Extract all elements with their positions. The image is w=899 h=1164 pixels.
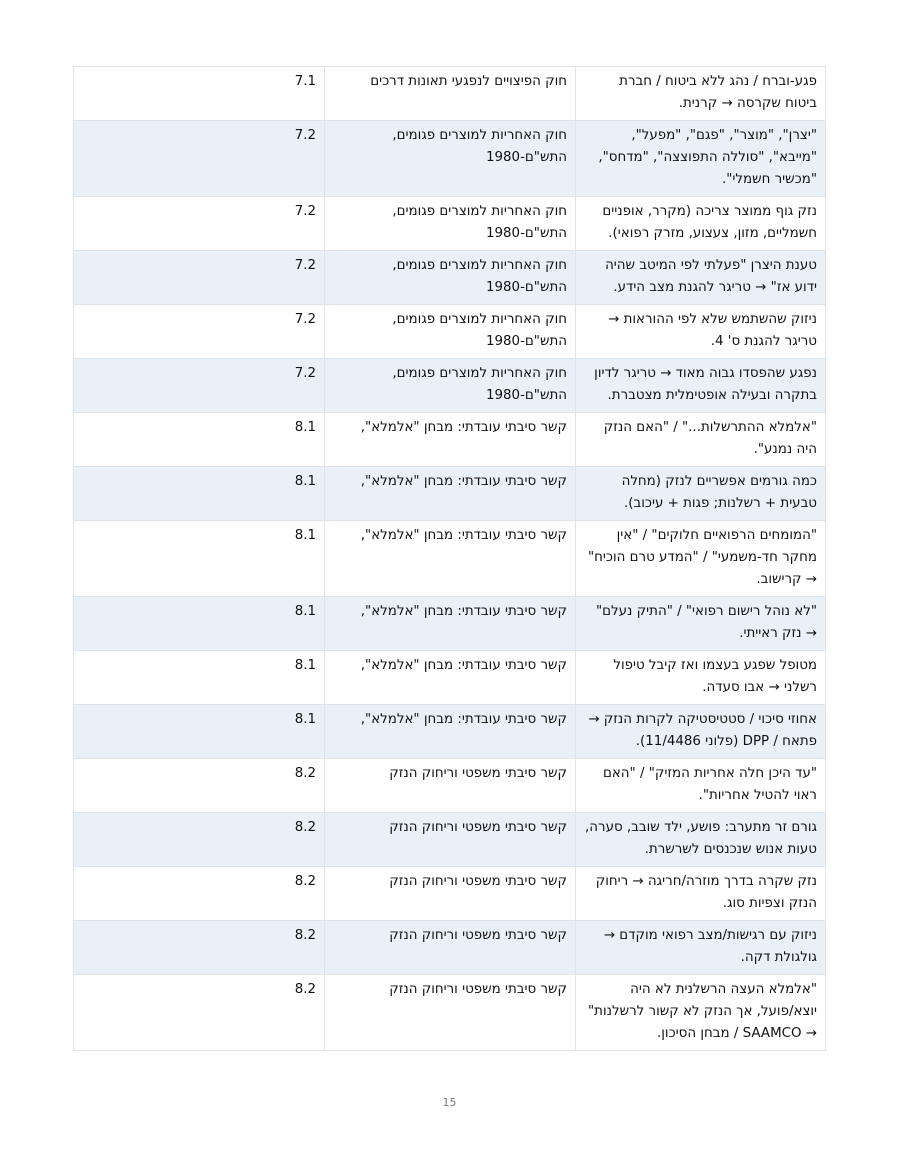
table-row [74, 521, 826, 597]
topic-cell: קשר סיבתי משפטי וריחוק הנזק [325, 975, 576, 1051]
trigger-cell: מטופל שפגע בעצמו ואז קיבל טיפול רשלני → אבו סעדה. [576, 651, 826, 705]
topic-cell: קשר סיבתי עובדתי: מבחן "אלמלא", [325, 413, 576, 467]
trigger-cell: נזק שקרה בדרך מוזרה/חריגה → ריחוק הנזק וצפיות סוג. [576, 867, 826, 921]
topic-cell: קשר סיבתי עובדתי: מבחן "אלמלא", [325, 651, 576, 705]
table-row [74, 197, 826, 251]
topic-cell: קשר סיבתי עובדתי: מבחן "אלמלא", [325, 705, 576, 759]
topic-cell: חוק האחריות למוצרים פגומים, התש"ם-1980 [325, 305, 576, 359]
table-row [74, 867, 826, 921]
section-cell: 8.1 [74, 705, 325, 759]
trigger-cell: "יצרן", "מוצר", "פגם", "מפעל", "מייבא", "סוללה התפוצצה", "מדחס", "מכשיר חשמלי". [576, 121, 826, 197]
topic-cell: חוק האחריות למוצרים פגומים, התש"ם-1980 [325, 251, 576, 305]
trigger-cell: כמה גורמים אפשריים לנזק (מחלה טבעית + רשלנות; פגות + עיכוב). [576, 467, 826, 521]
trigger-cell: אחוזי סיכוי / סטטיסטיקה לקרות הנזק → פתאח / DPP (פלוני 11/4486). [576, 705, 826, 759]
section-cell: 8.1 [74, 467, 325, 521]
trigger-cell: נזק גוף ממוצר צריכה (מקרר, אופניים חשמליים, מזון, צעצוע, מזרק רפואי). [576, 197, 826, 251]
table-row [74, 67, 826, 121]
table-row [74, 251, 826, 305]
topic-cell: חוק האחריות למוצרים פגומים, התש"ם-1980 [325, 197, 576, 251]
topic-cell: קשר סיבתי עובדתי: מבחן "אלמלא", [325, 597, 576, 651]
section-cell: 7.1 [74, 67, 325, 121]
section-cell: 7.2 [74, 305, 325, 359]
section-cell: 7.2 [74, 359, 325, 413]
trigger-cell: "לא נוהל רישום רפואי" / "התיק נעלם" → נזק ראייתי. [576, 597, 826, 651]
trigger-cell: "אלמלא ההתרשלות..." / "האם הנזק היה נמנע". [576, 413, 826, 467]
section-cell: 8.2 [74, 813, 325, 867]
topic-cell: קשר סיבתי עובדתי: מבחן "אלמלא", [325, 467, 576, 521]
topic-cell: קשר סיבתי עובדתי: מבחן "אלמלא", [325, 521, 576, 597]
section-cell: 8.2 [74, 921, 325, 975]
section-cell: 7.2 [74, 251, 325, 305]
section-cell: 8.1 [74, 597, 325, 651]
table-row [74, 705, 826, 759]
topic-cell: קשר סיבתי משפטי וריחוק הנזק [325, 867, 576, 921]
table-row [74, 121, 826, 197]
section-cell: 8.1 [74, 413, 325, 467]
document-page [73, 66, 825, 1051]
trigger-cell: "עד היכן חלה אחריות המזיק" / "האם ראוי להטיל אחריות". [576, 759, 826, 813]
table-body [74, 67, 826, 1051]
trigger-cell: "אלמלא העצה הרשלנית לא היה יוצא/פועל, אך הנזק לא קשור לרשלנות" → SAAMCO / מבחן הסיכון. [576, 975, 826, 1051]
topic-cell: חוק האחריות למוצרים פגומים, התש"ם-1980 [325, 121, 576, 197]
trigger-cell: ניזוק שהשתמש שלא לפי ההוראות → טריגר להגנת ס' 4. [576, 305, 826, 359]
topic-cell: חוק האחריות למוצרים פגומים, התש"ם-1980 [325, 359, 576, 413]
trigger-cell: נפגע שהפסדו גבוה מאוד → טריגר לדיון בתקרה ובעילה אופטימלית מצטברת. [576, 359, 826, 413]
table-row [74, 467, 826, 521]
table-row [74, 305, 826, 359]
trigger-cell: פגע-וברח / נהג ללא ביטוח / חברת ביטוח שקרסה → קרנית. [576, 67, 826, 121]
trigger-cell: טענת היצרן "פעלתי לפי המיטב שהיה ידוע אז" → טריגר להגנת מצב הידע. [576, 251, 826, 305]
section-cell: 7.2 [74, 197, 325, 251]
section-cell: 8.2 [74, 975, 325, 1051]
section-cell: 8.2 [74, 759, 325, 813]
page-number: 15 [442, 1096, 457, 1109]
topic-cell: קשר סיבתי משפטי וריחוק הנזק [325, 813, 576, 867]
table-row [74, 359, 826, 413]
table-row [74, 921, 826, 975]
table-row [74, 597, 826, 651]
trigger-cell: גורם זר מתערב: פושע, ילד שובב, סערה, טעות אנוש שנכנסים לשרשרת. [576, 813, 826, 867]
section-cell: 8.2 [74, 867, 325, 921]
section-cell: 8.1 [74, 651, 325, 705]
table-row [74, 651, 826, 705]
trigger-table [73, 66, 826, 1051]
topic-cell: קשר סיבתי משפטי וריחוק הנזק [325, 759, 576, 813]
section-cell: 7.2 [74, 121, 325, 197]
trigger-cell: "המומחים הרפואיים חלוקים" / "אין מחקר חד-משמעי" / "המדע טרם הוכיח" → קרישוב. [576, 521, 826, 597]
section-cell: 8.1 [74, 521, 325, 597]
table-row [74, 813, 826, 867]
topic-cell: קשר סיבתי משפטי וריחוק הנזק [325, 921, 576, 975]
topic-cell: חוק הפיצויים לנפגעי תאונות דרכים [325, 67, 576, 121]
table-row [74, 975, 826, 1051]
table-row [74, 759, 826, 813]
table-row [74, 413, 826, 467]
trigger-cell: ניזוק עם רגישות/מצב רפואי מוקדם → גולגולת דקה. [576, 921, 826, 975]
